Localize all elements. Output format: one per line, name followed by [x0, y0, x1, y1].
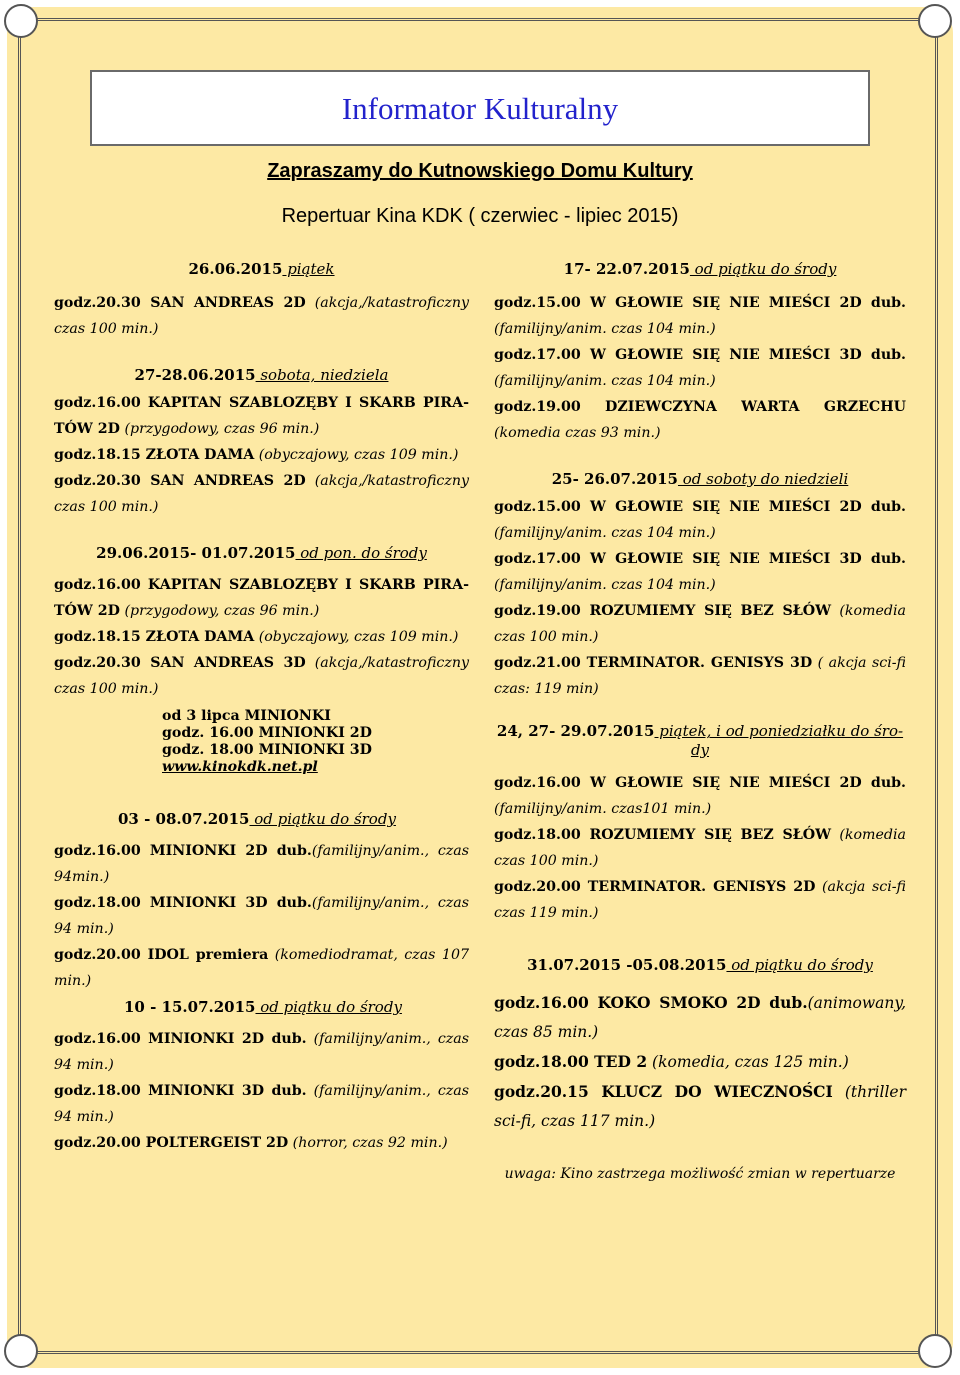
- screening-entry: [494, 494, 906, 546]
- screening-details: (komediodramat, czas 107 min.): [54, 947, 469, 989]
- screening-details: (akcja,/katastroficzny czas 100 min.): [54, 295, 469, 337]
- website-link[interactable]: www.kinokdk.net.pl: [162, 759, 318, 775]
- screening-entry: [494, 822, 906, 874]
- section-days: od piątku do środy: [255, 998, 402, 1016]
- screening-title: godz.20.30 SAN ANDREAS 3D: [54, 655, 306, 671]
- screening-details: (akcja,/katastroficzny czas 100 min.): [54, 473, 469, 515]
- section-header: [494, 260, 906, 278]
- screening-title: godz.18.00 MINIONKI 3D dub.: [54, 1083, 307, 1099]
- minionki-line: godz. 18.00 MINIONKI 3D: [162, 742, 372, 758]
- screening-details: (komedia, czas 125 min.): [647, 1053, 849, 1071]
- screening-entry: [54, 890, 469, 942]
- screening-title: godz.20.30 SAN ANDREAS 2D: [54, 295, 306, 311]
- screening-title: godz.20.00 POLTERGEIST 2D: [54, 1135, 289, 1151]
- screening-entry: [494, 1077, 906, 1136]
- screening-title: godz.20.15 KLUCZ DO WIECZNOŚCI: [494, 1082, 833, 1101]
- screening-title: godz.15.00 W GŁOWIE SIĘ NIE MIEŚCI 2D dub.: [494, 499, 906, 515]
- screening-entry: [54, 572, 469, 624]
- screening-details: (thriller sci-fi, czas 117 min.): [494, 1083, 906, 1130]
- section-header: [494, 470, 906, 488]
- page-title: Informator Kulturalny: [341, 91, 619, 126]
- section-date: 27-28.06.2015: [134, 366, 256, 384]
- screening-details: (familijny/anim., czas 94min.): [54, 843, 469, 885]
- screening-details: (akcja sci-fi czas 119 min.): [494, 879, 906, 921]
- section-header: [54, 366, 469, 384]
- screening-entry: [494, 546, 906, 598]
- screening-entry: [494, 394, 906, 446]
- screening-title: godz.18.00 ROZUMIEMY SIĘ BEZ SŁÓW: [494, 827, 832, 843]
- screening-entry: [494, 770, 906, 822]
- section-days: od piątku do środy: [689, 260, 837, 278]
- section-header: [124, 998, 469, 1016]
- screening-entry: [54, 442, 469, 468]
- screening-details: (komedia czas 100 min.): [494, 827, 906, 869]
- section-days: sobota, niedziela: [255, 366, 389, 384]
- screening-title: godz.15.00 W GŁOWIE SIĘ NIE MIEŚCI 2D dub.: [494, 295, 906, 311]
- screening-details: (familijny/anim. czas 104 min.): [494, 525, 716, 541]
- right-column: [494, 260, 906, 1182]
- section-days: od soboty do niedzieli: [677, 470, 849, 488]
- left-column: [54, 260, 469, 1156]
- minionki-line: od 3 lipca MINIONKI: [162, 708, 331, 724]
- screening-details: (przygodowy, czas 96 min.): [119, 421, 320, 437]
- frame-corner-ornament: [918, 1334, 952, 1368]
- screening-entry: [54, 1130, 469, 1156]
- section-header: [54, 260, 469, 278]
- screening-title: godz.16.00 KAPITAN SZABLOZĘBY I SKARB PIRA-TÓW 2D: [54, 395, 469, 437]
- section-date: 10 - 15.07.2015: [124, 998, 256, 1016]
- screening-details: ( akcja sci-fi czas: 119 min): [494, 655, 906, 697]
- screening-title: godz.19.00 ROZUMIEMY SIĘ BEZ SŁÓW: [494, 603, 832, 619]
- screening-details: (familijny/anim. czas 104 min.): [494, 373, 716, 389]
- screening-entry: [494, 874, 906, 926]
- screening-entry: [494, 988, 906, 1047]
- screening-details: (obyczajowy, czas 109 min.): [254, 629, 459, 645]
- screening-details: (akcja,/katastroficzny czas 100 min.): [54, 655, 469, 697]
- section-date: 26.06.2015: [188, 260, 283, 278]
- screening-entry: [494, 1047, 906, 1077]
- screening-title: godz.18.00 TED 2: [494, 1052, 648, 1071]
- frame-corner-ornament: [4, 4, 38, 38]
- screening-details: (przygodowy, czas 96 min.): [119, 603, 320, 619]
- screening-details: (familijny/anim., czas 94 min.): [54, 1031, 469, 1073]
- screening-title: godz.21.00 TERMINATOR. GENISYS 3D: [494, 655, 813, 671]
- section-header: [54, 544, 469, 562]
- screening-entry: [494, 290, 906, 342]
- screening-title: godz.19.00 DZIEWCZYNA WARTA GRZECHU: [494, 399, 906, 415]
- screening-details: (familijny/anim. czas101 min.): [494, 801, 712, 817]
- screening-details: (animowany, czas 85 min.): [494, 994, 906, 1041]
- screening-entry: [54, 290, 469, 342]
- section-days: od piątku do środy: [249, 810, 396, 828]
- screening-entry: [54, 624, 469, 650]
- screening-title: godz.18.15 ZŁOTA DAMA: [54, 447, 255, 463]
- screening-title: godz.16.00 MINIONKI 2D dub.: [54, 843, 312, 859]
- screening-title: godz.17.00 W GŁOWIE SIĘ NIE MIEŚCI 3D dub.: [494, 551, 906, 567]
- screening-entry: [54, 650, 469, 702]
- minionki-line: godz. 16.00 MINIONKI 2D: [162, 725, 372, 741]
- screening-title: godz.18.00 MINIONKI 3D dub.: [54, 895, 312, 911]
- section-days: od pon. do środy: [295, 544, 427, 562]
- screening-details: (familijny/anim. czas 104 min.): [494, 321, 716, 337]
- section-days: piątek, i od poniedziałku do śro-dy: [654, 722, 904, 759]
- screening-details: (familijny/anim. czas 104 min.): [494, 577, 716, 593]
- screening-entry: [54, 942, 469, 994]
- section-days: piątek: [282, 260, 335, 278]
- screening-title: godz.18.15 ZŁOTA DAMA: [54, 629, 255, 645]
- screening-entry: [494, 650, 906, 702]
- screening-title: godz.20.30 SAN ANDREAS 2D: [54, 473, 306, 489]
- screening-title: godz.16.00 MINIONKI 2D dub.: [54, 1031, 307, 1047]
- screening-entry: [54, 838, 469, 890]
- section-header: [494, 722, 906, 760]
- frame-corner-ornament: [4, 1334, 38, 1368]
- screening-details: (komedia czas 100 min.): [494, 603, 906, 645]
- section-days: od piątku do środy: [726, 956, 873, 974]
- title-box: [90, 70, 870, 146]
- screening-title: godz.20.00 TERMINATOR. GENISYS 2D: [494, 879, 816, 895]
- section-date: 25- 26.07.2015: [551, 470, 678, 488]
- screening-entry: [54, 468, 469, 520]
- invite-heading: Zapraszamy do Kutnowskiego Domu Kultury: [267, 160, 693, 182]
- section-date: 24, 27- 29.07.2015: [496, 722, 655, 740]
- screening-details: (horror, czas 92 min.): [288, 1135, 448, 1151]
- screening-entry: [494, 342, 906, 394]
- section-header: [118, 810, 469, 828]
- screening-title: godz.20.00 IDOL premiera: [54, 947, 269, 963]
- frame-corner-ornament: [918, 4, 952, 38]
- repertoire-heading: Repertuar Kina KDK ( czerwiec - lipiec 2015): [281, 205, 679, 227]
- screening-entry: [54, 1026, 469, 1078]
- screening-details: (komedia czas 93 min.): [494, 425, 661, 441]
- screening-entry: [54, 1078, 469, 1130]
- screening-details: (familijny/anim., czas 94 min.): [54, 1083, 469, 1125]
- screening-title: godz.16.00 KAPITAN SZABLOZĘBY I SKARB PIRA-TÓW 2D: [54, 577, 469, 619]
- screening-entry: [54, 390, 469, 442]
- section-date: 31.07.2015 -05.08.2015: [527, 956, 727, 974]
- screening-title: godz.17.00 W GŁOWIE SIĘ NIE MIEŚCI 3D dub.: [494, 347, 906, 363]
- minionki-announcement: [162, 708, 469, 776]
- screening-title: godz.16.00 KOKO SMOKO 2D dub.: [494, 993, 808, 1012]
- section-date: 29.06.2015- 01.07.2015: [96, 544, 296, 562]
- section-date: 17- 22.07.2015: [563, 260, 690, 278]
- screening-details: (obyczajowy, czas 109 min.): [254, 447, 459, 463]
- section-date: 03 - 08.07.2015: [118, 810, 250, 828]
- screening-entry: [494, 598, 906, 650]
- screening-details: (familijny/anim., czas 94 min.): [54, 895, 469, 937]
- screening-title: godz.16.00 W GŁOWIE SIĘ NIE MIEŚCI 2D dub.: [494, 775, 906, 791]
- disclaimer-note: uwaga: Kino zastrzega możliwość zmian w repertuarze: [504, 1166, 896, 1182]
- section-header: [494, 956, 906, 974]
